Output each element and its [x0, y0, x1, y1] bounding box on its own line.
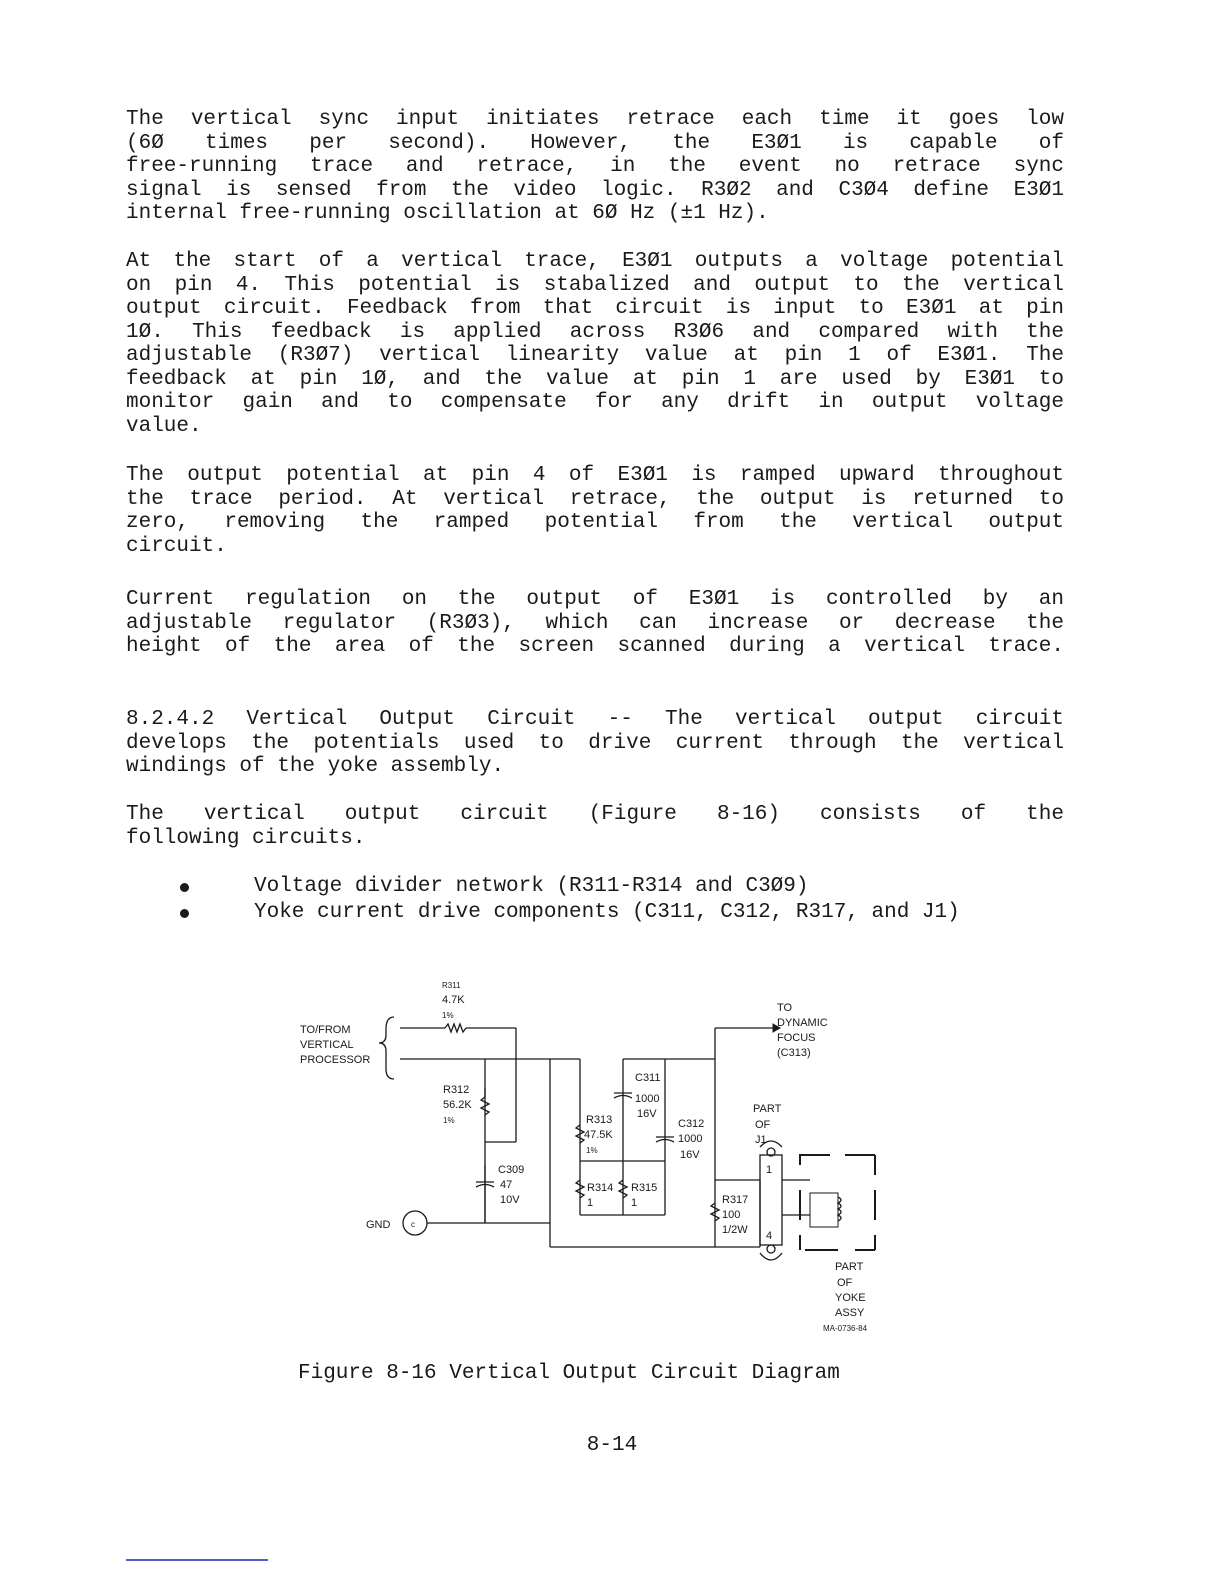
- label-pin-1: 1: [766, 1164, 773, 1176]
- circuit-wiring: [400, 1024, 875, 1260]
- label-part-yoke: PART: [835, 1261, 864, 1273]
- text-line: monitor gain and to compensate for any drift in output voltage: [126, 391, 1064, 414]
- label-processor: PROCESSOR: [300, 1054, 371, 1066]
- label-r315-value: 1: [631, 1197, 638, 1209]
- label-r317-rating: 1/2W: [722, 1224, 748, 1236]
- text-line: Current regulation on the output of E3Ø1 is controlled by an: [126, 588, 1064, 611]
- label-assy: ASSY: [835, 1307, 865, 1319]
- text-line: At the start of a vertical trace, E3Ø1 outputs a voltage potential: [126, 250, 1064, 273]
- brace-icon: [379, 1017, 394, 1079]
- label-j1: J1: [755, 1134, 767, 1146]
- text-line: circuit.: [126, 534, 227, 558]
- label-to-from: TO/FROM: [300, 1024, 351, 1036]
- text-line: signal is sensed from the video logic. R3Ø2 and C3Ø4 define E3Ø1: [126, 178, 1064, 202]
- label-yoke: YOKE: [835, 1292, 866, 1304]
- label-c313: (C313): [777, 1047, 811, 1059]
- section-vertical-output-circuit: [126, 708, 1064, 779]
- text-line: output circuit. Feedback from that circuit is input to E3Ø1 at pin: [126, 297, 1064, 320]
- bullet-icon: [180, 883, 189, 892]
- ground-icon: [403, 1211, 427, 1235]
- text-line: develops the potentials used to drive current through the vertical: [126, 731, 1064, 755]
- paragraph-consists-of: [126, 803, 1064, 850]
- label-to: TO: [777, 1002, 793, 1014]
- label-r317: R317: [722, 1194, 749, 1206]
- label-dynamic: DYNAMIC: [777, 1017, 828, 1029]
- label-r313-tolerance: 1%: [586, 1146, 598, 1155]
- text-line: The vertical sync input initiates retrace each time it goes low: [126, 108, 1064, 131]
- label-r311-value: 4.7K: [442, 994, 465, 1006]
- text-line: following circuits.: [126, 826, 366, 850]
- text-line: zero, removing the ramped potential from the vertical output: [126, 511, 1064, 534]
- label-r313-value: 47.5K: [584, 1129, 613, 1141]
- label-part-j1: PART: [753, 1103, 782, 1115]
- paragraph-vertical-sync: [126, 108, 1064, 226]
- text-line: 8.2.4.2 Vertical Output Circuit -- The vertical output circuit: [126, 708, 1064, 731]
- label-of-j1: OF: [755, 1119, 771, 1131]
- paragraph-vertical-trace: [126, 250, 1064, 438]
- paragraph-output-potential: [126, 464, 1064, 558]
- circuit-diagram: [290, 975, 900, 1345]
- text-line: internal free-running oscillation at 6Ø Hz (±1 Hz).: [126, 202, 769, 225]
- label-r311: R311: [442, 981, 461, 990]
- drawing-id: MA-0736-84: [823, 1324, 868, 1333]
- list-item: [180, 901, 1080, 927]
- text-line: adjustable (R3Ø7) vertical linearity value at pin 1 of E3Ø1. The: [126, 344, 1064, 367]
- label-vertical: VERTICAL: [300, 1039, 354, 1051]
- label-c309: C309: [498, 1164, 525, 1176]
- label-r315: R315: [631, 1182, 658, 1194]
- text-line: height of the area of the screen scanned during a vertical trace.: [126, 635, 1064, 658]
- label-of-yoke: OF: [837, 1277, 853, 1289]
- label-c312: C312: [678, 1118, 705, 1130]
- label-r314: R314: [587, 1182, 614, 1194]
- ground-symbol-label: c: [411, 1220, 415, 1229]
- label-c311-value: 1000: [635, 1093, 660, 1105]
- label-pin-4: 4: [766, 1230, 773, 1242]
- label-r312: R312: [443, 1084, 470, 1096]
- text-line: free-running trace and retrace, in the event no retrace sync: [126, 155, 1064, 178]
- text-line: windings of the yoke assembly.: [126, 755, 505, 778]
- label-r312-tolerance: 1%: [443, 1116, 455, 1125]
- bullet-icon: [180, 909, 189, 918]
- bullet-list: [180, 875, 1080, 927]
- list-item-text: Voltage divider network (R311-R314 and C3Ø9): [254, 875, 809, 898]
- list-item-text: Yoke current drive components (C311, C312, R317, and J1): [254, 901, 960, 924]
- list-item: [180, 875, 1080, 901]
- label-c312-voltage: 16V: [680, 1149, 700, 1161]
- text-line: feedback at pin 1Ø, and the value at pin 1 are used by E3Ø1 to: [126, 367, 1064, 391]
- text-line: adjustable regulator (R3Ø3), which can increase or decrease the: [126, 611, 1064, 635]
- label-gnd: GND: [366, 1219, 391, 1231]
- label-c312-value: 1000: [678, 1133, 703, 1145]
- text-line: The output potential at pin 4 of E3Ø1 is ramped upward throughout: [126, 464, 1064, 487]
- text-line: the trace period. At vertical retrace, the output is returned to: [126, 487, 1064, 511]
- label-c309-value: 47: [500, 1179, 513, 1191]
- label-r317-value: 100: [722, 1209, 741, 1221]
- footer-rule: [126, 1559, 268, 1561]
- label-r311-tolerance: 1%: [442, 1011, 454, 1020]
- label-focus: FOCUS: [777, 1032, 816, 1044]
- label-r314-value: 1: [587, 1197, 594, 1209]
- label-r313: R313: [586, 1114, 613, 1126]
- label-c311-voltage: 16V: [637, 1108, 657, 1120]
- text-line: on pin 4. This potential is stabalized and output to the vertical: [126, 273, 1064, 297]
- text-line: (6Ø times per second). However, the E3Ø1 is capable of: [126, 131, 1064, 155]
- text-line: 1Ø. This feedback is applied across R3Ø6 and compared with the: [126, 320, 1064, 344]
- label-c309-voltage: 10V: [500, 1194, 520, 1206]
- text-line: The vertical output circuit (Figure 8-16) consists of the: [126, 803, 1064, 826]
- paragraph-current-regulation: [126, 588, 1064, 659]
- label-c311: C311: [635, 1072, 661, 1084]
- text-line: value.: [126, 414, 202, 438]
- figure-caption: Figure 8-16 Vertical Output Circuit Diagram: [298, 1362, 840, 1385]
- label-r312-value: 56.2K: [443, 1099, 472, 1111]
- page-number: 8-14: [586, 1434, 638, 1457]
